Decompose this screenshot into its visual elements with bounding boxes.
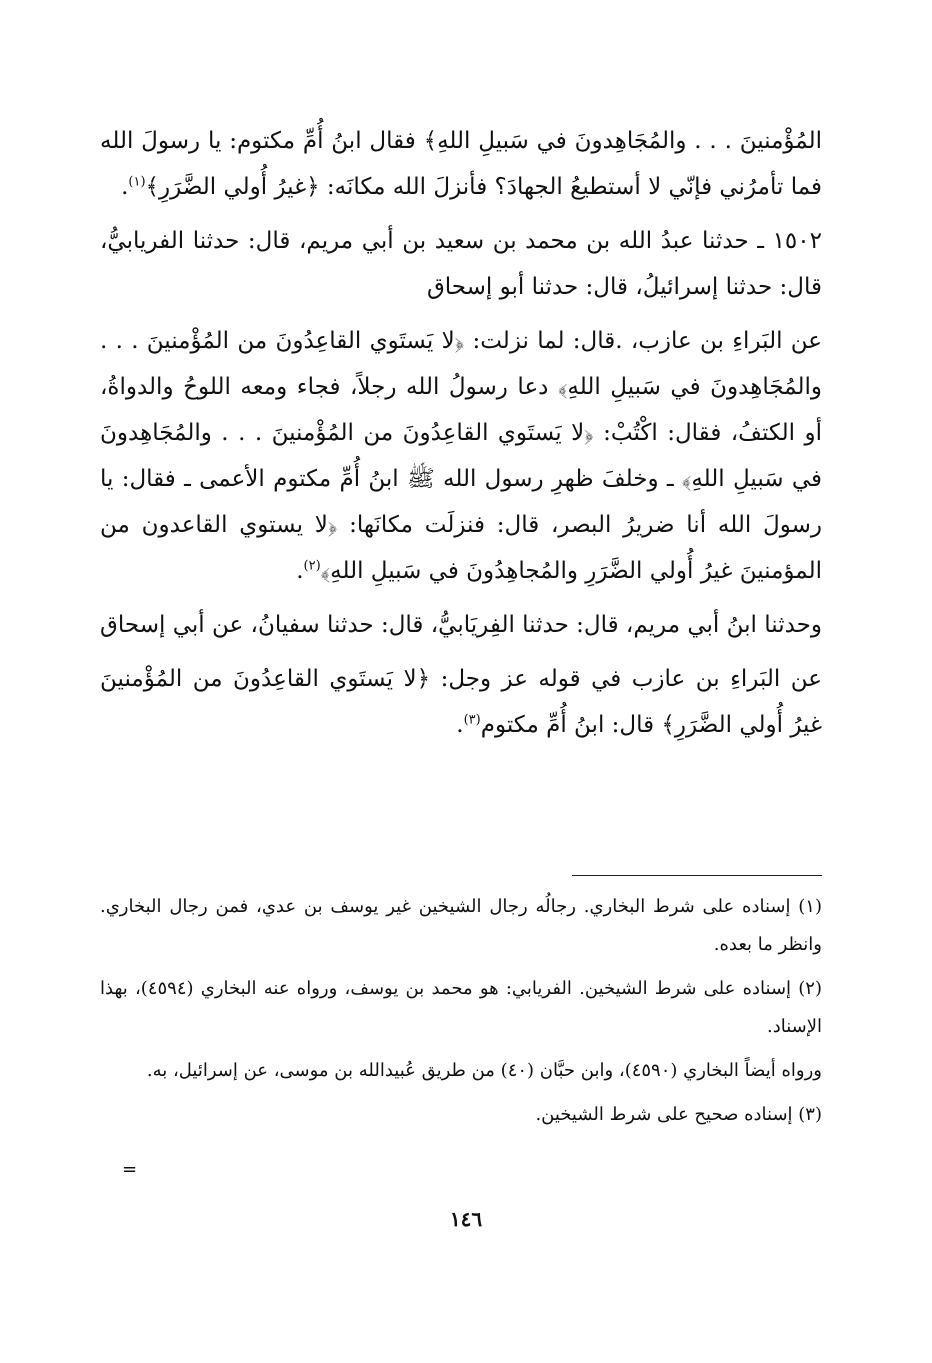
paragraph-1-end: . (121, 174, 129, 200)
second-matn (100, 656, 822, 748)
second-isnad (100, 602, 822, 648)
footnote-ref-2: (٢) (303, 558, 321, 574)
footnote-ref-1: (١) (128, 174, 146, 190)
hadith-1502-isnad-text: ١٥٠٢ ـ حدثنا عبدُ الله بن محمد بن سعيد بن أبي مريم، قال: حدثنا الفريابيُّ، قال: حدثنا إسرائيلُ، قال: حدثنا أبو إسحاق (100, 228, 822, 300)
footnote-ref-3: (٣) (463, 712, 481, 728)
hadith-1502-isnad (100, 218, 822, 310)
continuation-mark: = (122, 1159, 138, 1180)
second-matn-text: عن البَراءِ بن عازب في قوله عز وجل: ﴿لا يَستَوي القاعِدُونَ من المُؤْمنينَ غيرُ أُولي الضَّرَرِ﴾ قال: ابنُ أُمِّ مكتوم (100, 666, 822, 738)
hadith-1502-matn-text: عن البَراءِ بن عازب، .قال: لما نزلت: ﴿لا يَستَوي القاعِدُونَ من المُؤْمنينَ . . . والمُجَاهِدونَ في سَبيلِ اللهِ﴾ دعا رسولُ الله رجلاً، فجاء ومعه اللوحُ والدواةُ، أو الكتفُ، فقال: اكْتُبْ: ﴿لا يَستَوي القاعِدُونَ من المُؤْمنينَ . . . والمُجَاهِدونَ في سَبيلِ اللهِ﴾ ـ وخلفَ ظهرِ رسول الله ﷺ ابنُ أُمِّ مكتوم الأعمى ـ فقال: يا رسولَ الله أنا ضريرُ البصر، قال: فنزلَت مكانَها: ﴿لا يستوي القاعدون من المؤمنينَ غيرُ أُولي الضَّرَرِ والمُجاهِدُونَ في سَبيلِ اللهِ﴾ (100, 328, 822, 584)
paragraph-1 (100, 118, 822, 210)
footnote-2-continued: ورواه أيضاً البخاري (٤٥٩٠)، وابن حبَّان (٤٠) من طريق عُبيدالله بن موسى، عن إسرائيل، به. (146, 1060, 822, 1081)
footnote-2: (٢) إسناده على شرط الشيخين. الفريابي: هو محمد بن يوسف، ورواه عنه البخاري (٤٥٩٤)، بهذا الإسناد. (100, 978, 822, 1037)
page-number: ١٤٦ (449, 1207, 483, 1231)
footnote-3: (٣) إسناده صحيح على شرط الشيخين. (535, 1104, 822, 1125)
second-isnad-text: وحدثنا ابنُ أبي مريم، قال: حدثنا الفِريَابيُّ، قال: حدثنا سفيانُ، عن أبي إسحاق (100, 612, 822, 638)
hadith-1502-matn (100, 318, 822, 594)
hadith-1502-matn-end: . (296, 558, 304, 584)
main-text (100, 118, 822, 748)
paragraph-1-text: المُؤْمنينَ . . . والمُجَاهِدونَ في سَبيلِ اللهِ﴾ فقال ابنُ أُمِّ مكتوم: يا رسولَ الله فما تأمرُني فإنّي لا أستطيعُ الجهادَ؟ فأنزلَ الله مكانَه: ﴿غيرُ أُولي الضَّرَرِ﴾ (100, 128, 822, 200)
footnote-1: (١) إسناده على شرط البخاري. رجالُه رجال الشيخين غير يوسف بن عدي، فمن رجال البخاري. وانظر ما بعده. (100, 896, 822, 955)
footnote-separator (572, 875, 822, 876)
second-matn-end: . (456, 712, 464, 738)
footnotes (100, 888, 822, 1140)
